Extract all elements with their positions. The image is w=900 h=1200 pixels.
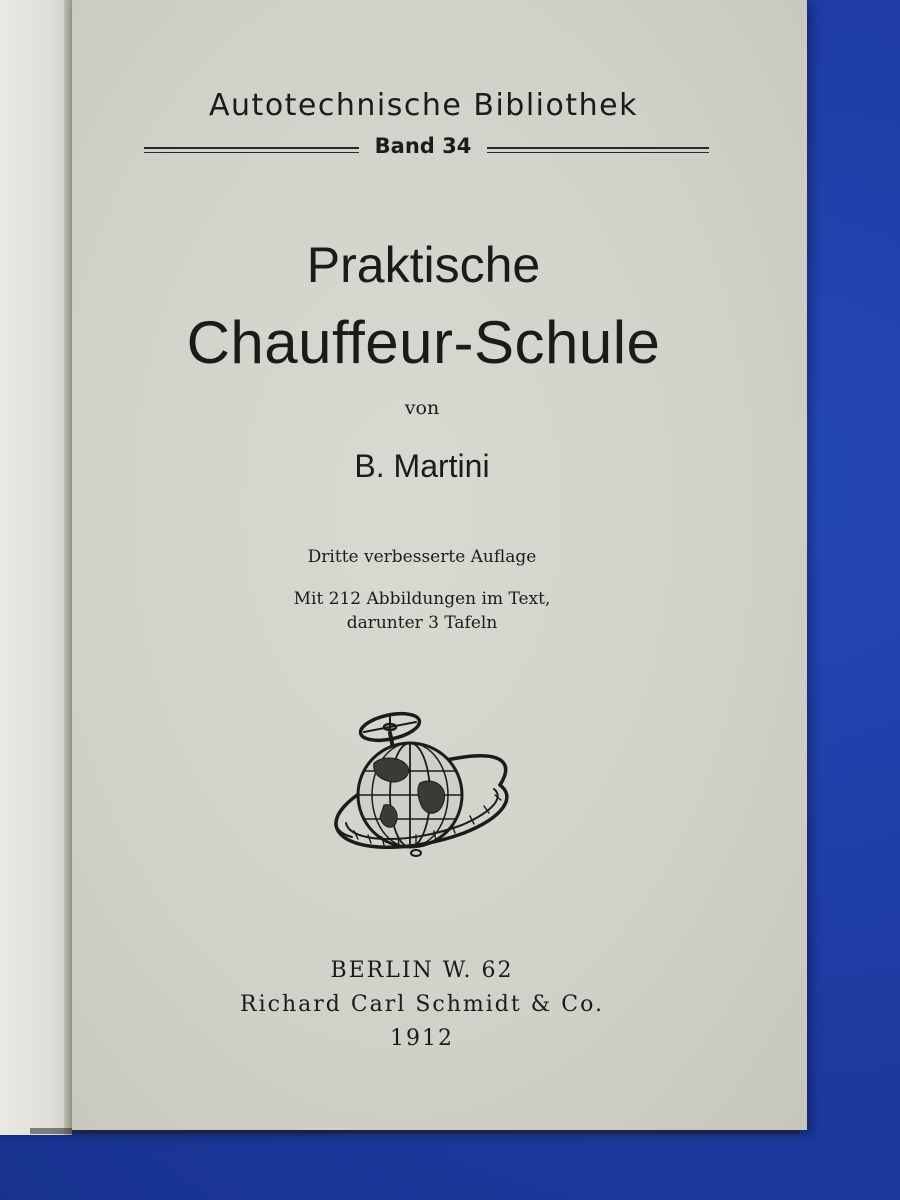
right-double-rule (487, 147, 709, 149)
volume-number: Band 34 (374, 134, 472, 158)
byline-von: von (404, 397, 440, 419)
volume-line (144, 134, 709, 164)
imprint-year: 1912 (390, 1026, 454, 1051)
book-title-line2: Chauffeur-Schule (186, 309, 661, 376)
imprint-city: BERLIN W. 62 (330, 958, 514, 983)
previous-page-edge (0, 0, 72, 1135)
series-title: Autotechnische Bibliothek (209, 88, 638, 123)
edition-note: Dritte verbesserte Auflage (307, 547, 537, 567)
author-name: B. Martini (354, 448, 490, 484)
left-double-rule (144, 147, 359, 149)
illustrations-note-line1: Mit 212 Abbildungen im Text, (293, 589, 551, 609)
book-binding (64, 0, 72, 1135)
title-page (72, 0, 807, 1130)
book-title-line1: Praktische (306, 237, 541, 293)
imprint-publisher: Richard Carl Schmidt & Co. (240, 992, 604, 1017)
globe-with-steering-wheel-icon (324, 705, 514, 870)
illustrations-note-line2: darunter 3 Tafeln (346, 613, 498, 633)
